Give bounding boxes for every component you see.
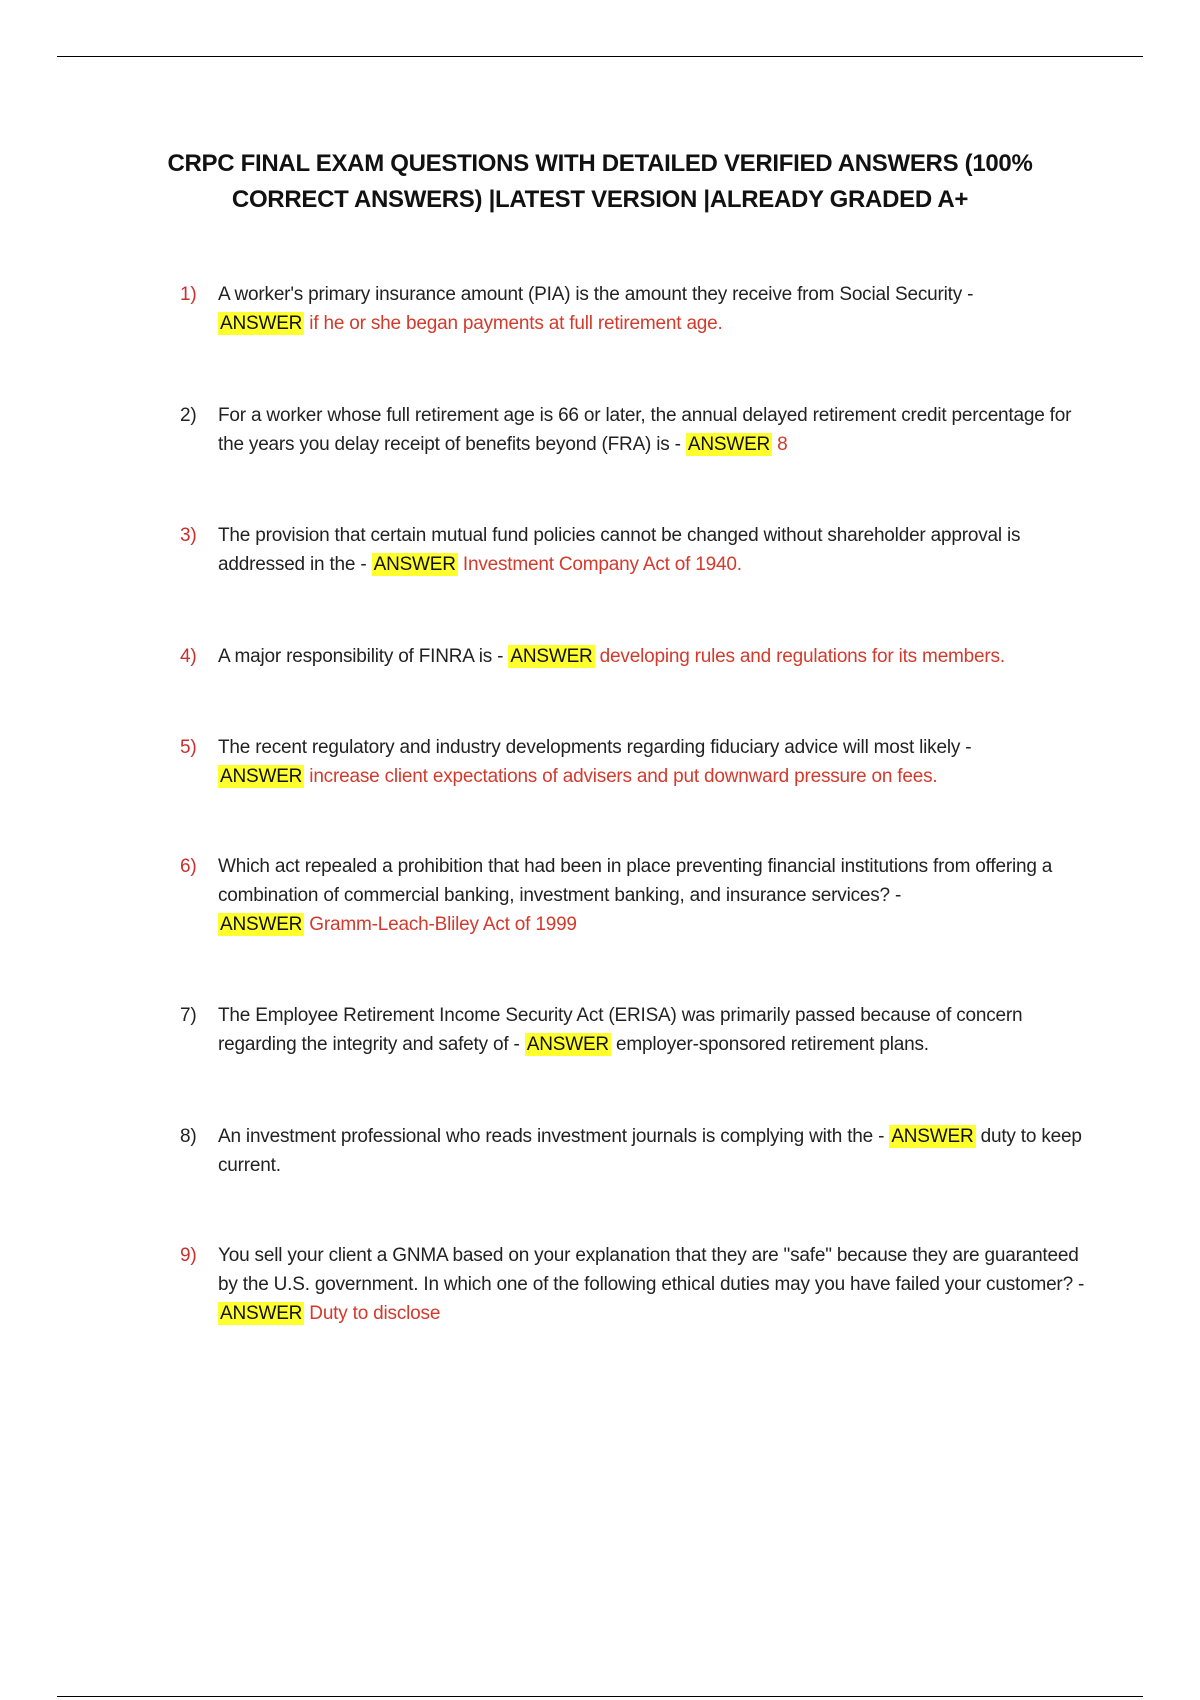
question-text: A major responsibility of FINRA is -: [218, 646, 504, 667]
question-body: [218, 521, 1085, 579]
answer-label: ANSWER: [687, 434, 771, 455]
question-item: [180, 521, 1085, 579]
answer-text: if he or she began payments at full retirement age.: [309, 313, 723, 334]
question-number: 1): [180, 284, 197, 305]
question-body: [218, 1122, 1085, 1180]
question-text: Which act repealed a prohibition that had been in place preventing financial institutions from offering a combination of commercial banking, investment banking, and insurance services? -: [218, 856, 1053, 906]
question-item: [180, 1001, 1085, 1059]
question-text: For a worker whose full retirement age is 66 or later, the annual delayed retirement credit percentage for the years you delay receipt of benefits beyond (FRA) is -: [218, 405, 1072, 455]
question-number: 6): [180, 856, 197, 877]
question-item: [180, 1241, 1085, 1328]
answer-text: Gramm-Leach-Bliley Act of 1999: [309, 914, 577, 935]
answer-text: 8: [777, 434, 788, 455]
question-number: 4): [180, 646, 197, 667]
question-body: [218, 642, 1085, 671]
question-text: An investment professional who reads investment journals is complying with the -: [218, 1126, 885, 1147]
question-number: 8): [180, 1126, 197, 1147]
answer-label: ANSWER: [373, 554, 456, 575]
question-text: You sell your client a GNMA based on your explanation that they are "safe" because they are guaranteed by the U.S. government. In which one of the following ethical duties may you have failed your customer? -: [218, 1245, 1085, 1295]
question-item: [180, 280, 1085, 338]
answer-text: developing rules and regulations for its members.: [599, 646, 1005, 667]
question-number: 7): [180, 1005, 197, 1026]
question-item: [180, 642, 1085, 671]
question-body: [218, 733, 1085, 791]
answer-text: increase client expectations of advisers and put downward pressure on fees.: [309, 766, 938, 787]
answer-text: Investment Company Act of 1940.: [462, 554, 742, 575]
title-line-1: CRPC FINAL EXAM QUESTIONS WITH DETAILED VERIFIED ANSWERS (100%: [167, 150, 1033, 177]
answer-text: Duty to disclose: [309, 1303, 441, 1324]
question-body: [218, 1241, 1085, 1328]
question-body: [218, 852, 1085, 939]
question-text: The provision that certain mutual fund policies cannot be changed without shareholder approval is addressed in the -: [218, 525, 1021, 575]
answer-label: ANSWER: [220, 1303, 303, 1324]
question-body: [218, 401, 1085, 459]
top-rule: [57, 56, 1143, 57]
answer-label: ANSWER: [526, 1034, 609, 1055]
answer-label: ANSWER: [220, 313, 303, 334]
answer-label: ANSWER: [220, 766, 303, 787]
question-item: [180, 1122, 1085, 1180]
question-item: [180, 733, 1085, 791]
question-text: The recent regulatory and industry developments regarding fiduciary advice will most likely -: [218, 737, 972, 758]
question-body: [218, 280, 1085, 338]
question-number: 9): [180, 1245, 197, 1266]
question-text: A worker's primary insurance amount (PIA) is the amount they receive from Social Security -: [218, 284, 974, 305]
question-body: [218, 1001, 1085, 1059]
answer-label: ANSWER: [891, 1126, 974, 1147]
question-text: The Employee Retirement Income Security Act (ERISA) was primarily passed because of concern regarding the integrity and safety of -: [218, 1005, 1023, 1055]
answer-label: ANSWER: [510, 646, 593, 667]
answer-text: employer-sponsored retirement plans.: [616, 1034, 929, 1055]
question-number: 5): [180, 737, 197, 758]
question-number: 2): [180, 405, 197, 426]
question-item: [180, 401, 1085, 459]
answer-label: ANSWER: [220, 914, 303, 935]
question-item: [180, 852, 1085, 939]
answer-text: duty to keep current.: [218, 1126, 1082, 1176]
bottom-rule: [57, 1696, 1143, 1697]
document-title: [150, 146, 1050, 218]
title-line-2: CORRECT ANSWERS) |LATEST VERSION |ALREADY GRADED A+: [231, 186, 969, 213]
question-number: 3): [180, 525, 197, 546]
